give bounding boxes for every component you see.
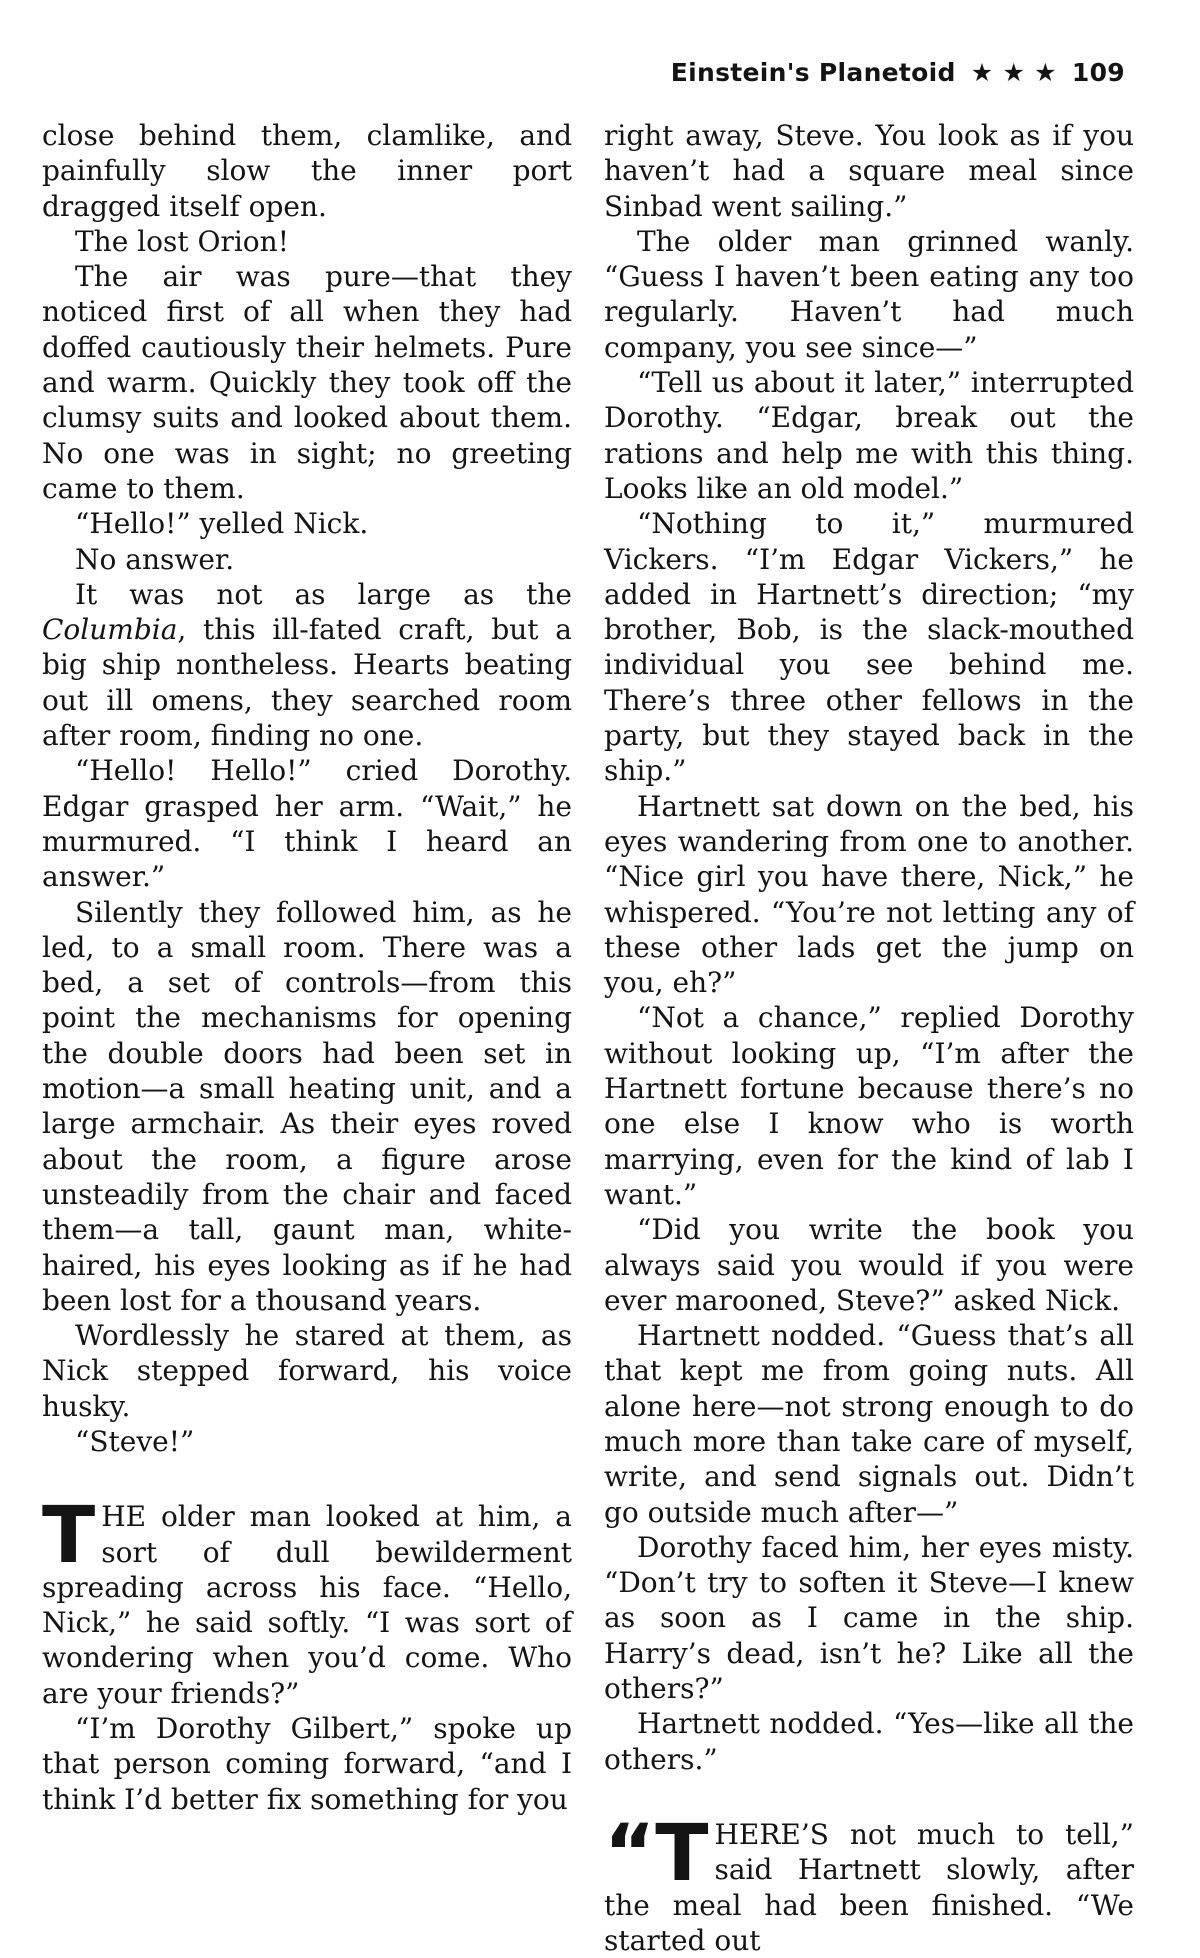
- text-run: It was not as large as the: [75, 577, 572, 611]
- paragraph: “Nothing to it,” murmured Vickers. “I’m Edgar Vickers,” he added in Hartnett’s direction; “my brother, Bob, is the slack-mouthed individual you see behind me. There’s three other fellows in the party, but they stayed back in the ship.”: [604, 507, 1134, 788]
- running-head-stars: ★ ★ ★: [970, 58, 1057, 87]
- paragraph: Wordlessly he stared at them, as Nick stepped forward, his voice husky.: [42, 1319, 572, 1423]
- text-run: HERE’S not much to tell,” said Hartnett slowly, after the meal had been finished. “We started out: [604, 1817, 1134, 1957]
- left-column: [42, 118, 572, 1817]
- paragraph: Dorothy faced him, her eyes misty. “Don’t try to soften it Steve—I knew as soon as I came in the ship. Harry’s dead, isn’t he? Like all the others?”: [604, 1530, 1134, 1706]
- text-run: HE older man looked at him, a sort of dull bewilderment spreading across his face. “Hello, Nick,” he said softly. “I was sort of wondering when you’d come. Who are your friends?”: [42, 1500, 572, 1710]
- section-paragraph: [42, 1491, 572, 1711]
- drop-cap: T: [42, 1491, 96, 1582]
- paragraph: “Tell us about it later,” interrupted Dorothy. “Edgar, break out the rations and help me with this thing. Looks like an old model.”: [604, 366, 1134, 505]
- paragraph: Hartnett sat down on the bed, his eyes wandering from one to another. “Nice girl you have there, Nick,” he whispered. “You’re not letting any of these other lads get the jump on you, eh?”: [604, 789, 1134, 1000]
- running-head-title: Einstein's Planetoid: [670, 58, 956, 87]
- paragraph: No answer.: [75, 542, 235, 576]
- text-run: , this ill-fated craft, but a big ship nontheless. Hearts beating out ill omens, they searched room after room, finding no one.: [42, 613, 572, 753]
- paragraph: right away, Steve. You look as if you haven’t had a square meal since Sinbad went sailing.”: [604, 119, 1134, 223]
- paragraph: The older man grinned wanly. “Guess I haven’t been eating any too regularly. Haven’t had much company, you see since—”: [604, 224, 1134, 364]
- paragraph: “Not a chance,” replied Dorothy without looking up, “I’m after the Hartnett fortune because there’s no one else I know who is worth marrying, even for the kind of lab I want.”: [604, 1001, 1134, 1211]
- ship-name: Columbia: [42, 613, 178, 647]
- paragraph: “Did you write the book you always said you would if you were ever marooned, Steve?” asked Nick.: [604, 1213, 1134, 1317]
- paragraph: close behind them, clamlike, and painfully slow the inner port dragged itself open.: [42, 119, 572, 223]
- running-head: [671, 58, 1125, 87]
- paragraph: “Hello! Hello!” cried Dorothy. Edgar grasped her arm. “Wait,” he murmured. “I think I heard an answer.”: [42, 754, 572, 894]
- drop-cap: [604, 1808, 709, 1899]
- section-paragraph: [604, 1808, 1134, 1958]
- page-number: 109: [1071, 58, 1125, 87]
- paragraph: “I’m Dorothy Gilbert,” spoke up that person coming forward, “and I think I’d better fix something for you: [42, 1712, 572, 1816]
- paragraph: The lost Orion!: [75, 224, 289, 258]
- paragraph: Hartnett nodded. “Guess that’s all that kept me from going nuts. All alone here—not strong enough to do much more than take care of myself, write, and send signals out. Didn’t go outside much after—”: [604, 1319, 1134, 1529]
- right-column: [604, 118, 1134, 1958]
- paragraph: “Hello!” yelled Nick.: [75, 507, 369, 541]
- paragraph: The air was pure—that they noticed first of all when they had doffed cautiously their helmets. Pure and warm. Quickly they took off the clumsy suits and looked about them. No one was in sight; no greeting came to them.: [42, 260, 572, 505]
- paragraph: Hartnett nodded. “Yes—like all the others.”: [604, 1707, 1134, 1776]
- drop-letter: T: [655, 1808, 709, 1899]
- drop-quote: “: [604, 1808, 656, 1899]
- paragraph: Silently they followed him, as he led, to a small room. There was a bed, a set of controls—from this point the mechanisms for opening the double doors had been set in motion—a small heating unit, and a large armchair. As their eyes roved about the room, a figure arose unsteadily from the chair and faced them—a tall, gaunt man, white-haired, his eyes looking as if he had been lost for a thousand years.: [42, 895, 572, 1317]
- paragraph: “Steve!”: [75, 1424, 195, 1458]
- paragraph: [42, 577, 572, 753]
